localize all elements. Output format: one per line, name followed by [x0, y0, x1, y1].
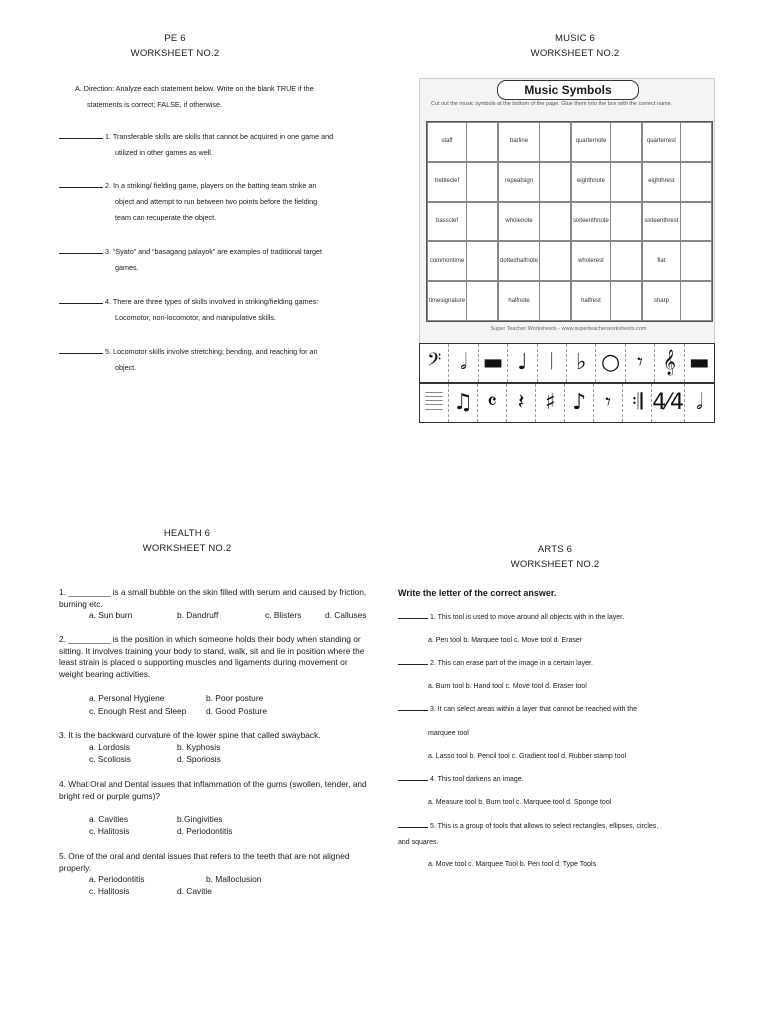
music-grid-cell: [642, 281, 712, 321]
glue-box: [681, 163, 711, 201]
pe-item-text: utilized in other games as well.: [115, 148, 213, 157]
music-grid-cell: [571, 281, 642, 321]
cutout-symbol-strip-2: [419, 383, 715, 423]
music-symbol-icon: 𝄞: [655, 344, 684, 382]
arts-question-4: [398, 775, 718, 785]
glue-box: [611, 242, 641, 280]
music-grid-cell: [498, 162, 571, 202]
pe-header: [100, 31, 250, 61]
music-grid-label: [499, 242, 540, 280]
health-question-5: 5. One of the oral and dental issues that refers to the teeth that are not aligned properly.: [59, 851, 350, 873]
music-grid-label: [572, 242, 611, 280]
arts-question-1: [398, 613, 718, 623]
health-q3-option-d[interactable]: d. Sporiosis: [177, 754, 221, 764]
pe-item-1: [59, 129, 379, 161]
arts-q4-options: a. Measure tool b. Burn tool c. Marquee tool d. Sponge tool: [428, 799, 612, 806]
music-subject: MUSIC 6: [555, 33, 595, 44]
music-grid-label-line: sign: [522, 178, 534, 185]
music-symbol-icon: 𝅗𝅥: [696, 390, 703, 415]
music-grid-label: [643, 282, 681, 320]
music-grid-label-line: half: [581, 297, 591, 304]
glue-box: [611, 163, 641, 201]
health-question-4: 4. What Oral and Dental issues that inflammation of the gums (swollen, tender, and bright red or purple gums)?: [59, 779, 367, 801]
music-grid-label-line: rest: [590, 297, 601, 304]
music-grid-label-line: time: [452, 257, 465, 264]
music-grid-label-line: note: [593, 178, 605, 185]
arts-question-text: 2. This can erase part of the image in a certain layer.: [430, 660, 593, 667]
music-grid-label: [572, 123, 611, 161]
health-q1-option-d[interactable]: d. Calluses: [325, 610, 367, 620]
pe-item-text: 1. Transferable skills are skills that cannot be acquired in one game and: [105, 132, 334, 141]
pe-direction: [75, 81, 385, 113]
music-grid-cell: [427, 281, 498, 321]
health-q5-option-b[interactable]: b. Malloclusion: [206, 874, 262, 884]
music-symbol-icon: 𝄀: [538, 344, 567, 382]
music-grid-label-line: eighth: [648, 178, 665, 185]
music-grid-label-line: note: [521, 217, 533, 224]
music-symbol-icon: 𝄇: [623, 384, 652, 422]
arts-question-text: 3. It can select areas within a layer that cannot be reached with the: [430, 706, 638, 713]
music-grid-label: [572, 282, 611, 320]
music-symbol-icon: ♪: [565, 384, 594, 422]
glue-box: [611, 282, 641, 320]
arts-instruction: Write the letter of the correct answer.: [398, 588, 557, 598]
music-symbol-icon: 𝄢: [420, 344, 449, 382]
music-grid-cell: [642, 122, 712, 162]
music-header: [500, 31, 650, 61]
music-grid-cell: [571, 202, 642, 242]
health-q2-option-c[interactable]: c. Enough Rest and Sleep: [89, 706, 187, 716]
music-grid-label: [428, 203, 467, 241]
music-grid-cell: [571, 122, 642, 162]
glue-box: [540, 282, 570, 320]
music-symbol-icon: ♫: [449, 384, 478, 422]
health-q2-option-b[interactable]: b. Poor posture: [206, 693, 264, 703]
answer-blank[interactable]: [59, 138, 103, 139]
music-grid-label-line: rest: [664, 178, 675, 185]
music-grid-cell: [427, 162, 498, 202]
arts-subject: ARTS 6: [537, 544, 573, 555]
music-grid-label-line: sixteenth: [573, 217, 598, 224]
health-header: [112, 526, 262, 556]
music-symbol-icon: 𝄽: [507, 384, 536, 422]
music-grid-label-line: repeat: [505, 178, 523, 185]
arts-question-3-cont: marquee tool: [428, 730, 469, 737]
music-grid-label-line: rest: [668, 217, 679, 224]
pe-item-text: 5. Locomotor skills involve stretching, bending, and reaching for an: [105, 347, 318, 356]
glue-box: [467, 123, 497, 161]
music-grid-cell: [642, 241, 712, 281]
music-grid-label-line: whole: [578, 257, 594, 264]
music-symbol-icon: 𝄚: [420, 384, 449, 422]
pe-item-text: games.: [115, 263, 139, 272]
pe-item-3: [59, 244, 379, 276]
music-grid-label-line: note: [597, 217, 609, 224]
music-grid-label: [428, 163, 467, 201]
answer-blank[interactable]: [59, 253, 103, 254]
arts-worksheet-number: WORKSHEET NO.2: [510, 559, 600, 570]
music-grid-label-line: staff: [441, 138, 453, 145]
health-q2-option-d[interactable]: d. Good Posture: [206, 706, 267, 716]
music-grid-label: [428, 242, 467, 280]
music-grid-label-line: line: [518, 138, 529, 145]
health-q1-option-b[interactable]: b. Dandruff: [177, 610, 219, 620]
arts-q5-options: a. Move tool c. Marquee Tool b. Pen tool d. Type Tools: [428, 861, 597, 868]
music-grid-label-line: bar: [510, 138, 519, 145]
music-symbols-title: Music Symbols: [497, 80, 639, 100]
music-grid-label: [643, 163, 681, 201]
answer-blank[interactable]: [59, 303, 103, 304]
music-grid-label: [572, 203, 611, 241]
arts-question-text: 1. This tool is used to move around all objects with in the layer.: [430, 614, 625, 621]
music-footer: Super Teacher Worksheets - www.superteacherworksheets.com: [490, 326, 647, 332]
music-grid-label-line: quarter: [646, 138, 666, 145]
music-grid-label-line: note: [594, 138, 607, 145]
answer-blank[interactable]: [59, 187, 103, 188]
health-q5-option-c[interactable]: c. Halitosis: [89, 886, 130, 896]
pe-worksheet-number: WORKSHEET NO.2: [130, 48, 220, 59]
music-grid-cell: [498, 122, 571, 162]
arts-question-text: 5. This is a group of tools that allows to select rectangles, ellipses, circles,: [430, 823, 659, 830]
glue-box: [467, 203, 497, 241]
music-grid-label-line: rest: [665, 138, 676, 145]
music-symbol-icon: 𝅗𝅥: [449, 344, 478, 382]
music-symbol-icon: ♭: [567, 344, 596, 382]
music-grid-label-line: sixteenth: [644, 217, 669, 224]
pe-item-2: [59, 178, 379, 226]
music-grid-label: [428, 123, 467, 161]
answer-blank[interactable]: [398, 780, 428, 781]
glue-box: [681, 282, 711, 320]
music-grid-label-line: clef: [448, 217, 459, 224]
health-worksheet-number: WORKSHEET NO.2: [142, 543, 232, 554]
answer-blank[interactable]: [398, 664, 428, 665]
music-symbol-icon: ♩: [508, 344, 537, 382]
music-instruction: Cut out the music symbols at the bottom of the page. Glue them into the box with the correct name.: [431, 101, 673, 107]
music-grid-cell: [571, 162, 642, 202]
arts-header: [480, 542, 630, 572]
pe-item-text: object and attempt to run between two points before the fielding: [115, 197, 318, 206]
pe-item-text: 2. In a striking/ fielding game, players on the batting team strike an: [105, 181, 317, 190]
music-grid-label-line: time: [429, 297, 441, 304]
pe-direction-line-2: statements is correct; FALSE, if otherwise.: [87, 100, 223, 109]
music-symbol-icon: 4⁄4: [652, 384, 685, 422]
music-grid-cell: [571, 241, 642, 281]
music-grid-cell: [427, 241, 498, 281]
music-grid-label-line: flat: [657, 257, 666, 264]
arts-question-2: [398, 659, 718, 669]
pe-subject: PE 6: [164, 33, 186, 44]
music-symbol-grid: [426, 121, 713, 322]
music-symbol-icon: ▬: [479, 344, 508, 382]
arts-q1-options: a. Pen tool b. Marquee tool c. Move tool d. Eraser: [428, 637, 583, 644]
health-q1-option-c[interactable]: c. Blisters: [265, 610, 302, 620]
music-symbol-icon: 𝄾: [594, 384, 623, 422]
music-grid-label-line: half: [508, 297, 519, 304]
music-grid-cell: [427, 122, 498, 162]
health-q2-option-a[interactable]: a. Personal Hygiene: [89, 693, 165, 703]
music-grid-cell: [427, 202, 498, 242]
pe-item-5: [59, 344, 379, 376]
music-grid-label-line: quarter: [575, 138, 595, 145]
glue-box: [681, 203, 711, 241]
glue-box: [540, 163, 570, 201]
health-q4-option-d[interactable]: d. Periodontitis: [177, 826, 233, 836]
music-grid-label: [428, 282, 467, 320]
arts-question-3: [398, 705, 718, 715]
glue-box: [681, 242, 711, 280]
music-grid-label-line: half: [516, 257, 527, 264]
cutout-symbol-strip-1: [419, 343, 715, 383]
health-q3-option-a[interactable]: a. Lordosis: [89, 742, 130, 752]
music-grid-label-line: dotted: [500, 257, 517, 264]
health-q3-option-b[interactable]: b. Kyphosis: [177, 742, 221, 752]
music-grid-label-line: rest: [593, 257, 604, 264]
answer-blank[interactable]: [398, 710, 428, 711]
music-symbol-icon: ○: [596, 344, 625, 382]
arts-q3-options: a. Lasso tool b. Pencil tool c. Gradient tool d. Rubber stamp tool: [428, 753, 627, 760]
pe-item-text: object.: [115, 363, 137, 372]
health-q5-option-a[interactable]: a. Periodontitis: [89, 874, 145, 884]
music-grid-label-line: treble: [434, 178, 450, 185]
music-grid-label-line: clef: [449, 178, 460, 185]
music-grid-label: [643, 203, 681, 241]
arts-question-5: [398, 822, 718, 832]
music-grid-label: [499, 163, 540, 201]
health-question-1: 1. _________ is a small bubble on the skin filled with serum and caused by friction, burning etc.: [59, 587, 367, 609]
music-grid-label: [572, 163, 611, 201]
health-q4-option-c[interactable]: c. Halitosis: [89, 826, 130, 836]
health-question-2: 2. _________ is the position in which someone holds their body when standing or sitting. It involves training your body to stand, walk, sit and lie in position where the least strain is placed o supporting muscles and ligaments during movement or weight bearing activities.: [59, 634, 365, 679]
health-q4-option-a[interactable]: a. Cavities: [89, 814, 129, 824]
glue-box: [611, 203, 641, 241]
music-grid-label: [499, 203, 540, 241]
music-grid-label-line: sharp: [653, 297, 669, 304]
pe-item-text: 4. There are three types of skills involved in striking/fielding games:: [105, 297, 319, 306]
music-grid-label-line: note: [518, 297, 530, 304]
pe-item-text: 3. “Syato” and “basagang palayok” are examples of traditional target: [105, 247, 322, 256]
health-q1-option-a[interactable]: a. Sun burn: [89, 610, 133, 620]
music-grid-label-line: eighth: [576, 178, 594, 185]
pe-item-text: team can recuperate the object.: [115, 213, 217, 222]
health-q3-option-c[interactable]: c. Scoliosis: [89, 754, 131, 764]
music-grid-label-line: common: [429, 257, 453, 264]
music-grid-cell: [642, 202, 712, 242]
music-grid-cell: [498, 241, 571, 281]
music-grid-cell: [498, 202, 571, 242]
pe-direction-line-1: A. Direction: Analyze each statement below. Write on the blank TRUE if the: [75, 84, 314, 93]
music-symbol-icon: 𝄴: [478, 384, 507, 422]
glue-box: [467, 242, 497, 280]
answer-blank[interactable]: [398, 827, 428, 828]
arts-question-text: 4. This tool darkens an image.: [430, 776, 524, 783]
music-grid-cell: [642, 162, 712, 202]
answer-blank[interactable]: [59, 353, 103, 354]
music-grid-label-line: note: [526, 257, 539, 264]
music-symbol-icon: ♯: [536, 384, 565, 422]
health-subject: HEALTH 6: [163, 528, 211, 539]
glue-box: [467, 163, 497, 201]
music-grid-label: [499, 123, 540, 161]
music-symbol-icon: ▬: [688, 350, 710, 375]
music-grid-label-line: whole: [505, 217, 522, 224]
pe-item-4: [59, 294, 379, 326]
music-grid-label-line: bass: [436, 217, 449, 224]
arts-question-5-cont: and squares.: [398, 839, 439, 846]
pe-item-text: Locomotor, non-locomotor, and manipulative skills.: [115, 313, 277, 322]
music-grid-cell: [498, 281, 571, 321]
glue-box: [540, 203, 570, 241]
music-grid-label-line: signature: [440, 297, 466, 304]
health-q4-option-b[interactable]: b.Gingivities: [177, 814, 223, 824]
glue-box: [467, 282, 497, 320]
music-grid-label: [643, 242, 681, 280]
glue-box: [540, 123, 570, 161]
health-q5-option-d[interactable]: d. Cavitie: [177, 886, 212, 896]
answer-blank[interactable]: [398, 618, 428, 619]
glue-box: [611, 123, 641, 161]
music-symbol-icon: 𝄾: [626, 344, 655, 382]
glue-box: [540, 242, 570, 280]
health-question-3: 3. It is the backward curvature of the lower spine that called swayback.: [59, 730, 321, 740]
music-worksheet-number: WORKSHEET NO.2: [530, 48, 620, 59]
glue-box: [681, 123, 711, 161]
arts-q2-options: a. Burn tool b. Hand tool c. Move tool d. Eraser tool: [428, 683, 587, 690]
music-grid-label: [643, 123, 681, 161]
music-grid-label: [499, 282, 540, 320]
